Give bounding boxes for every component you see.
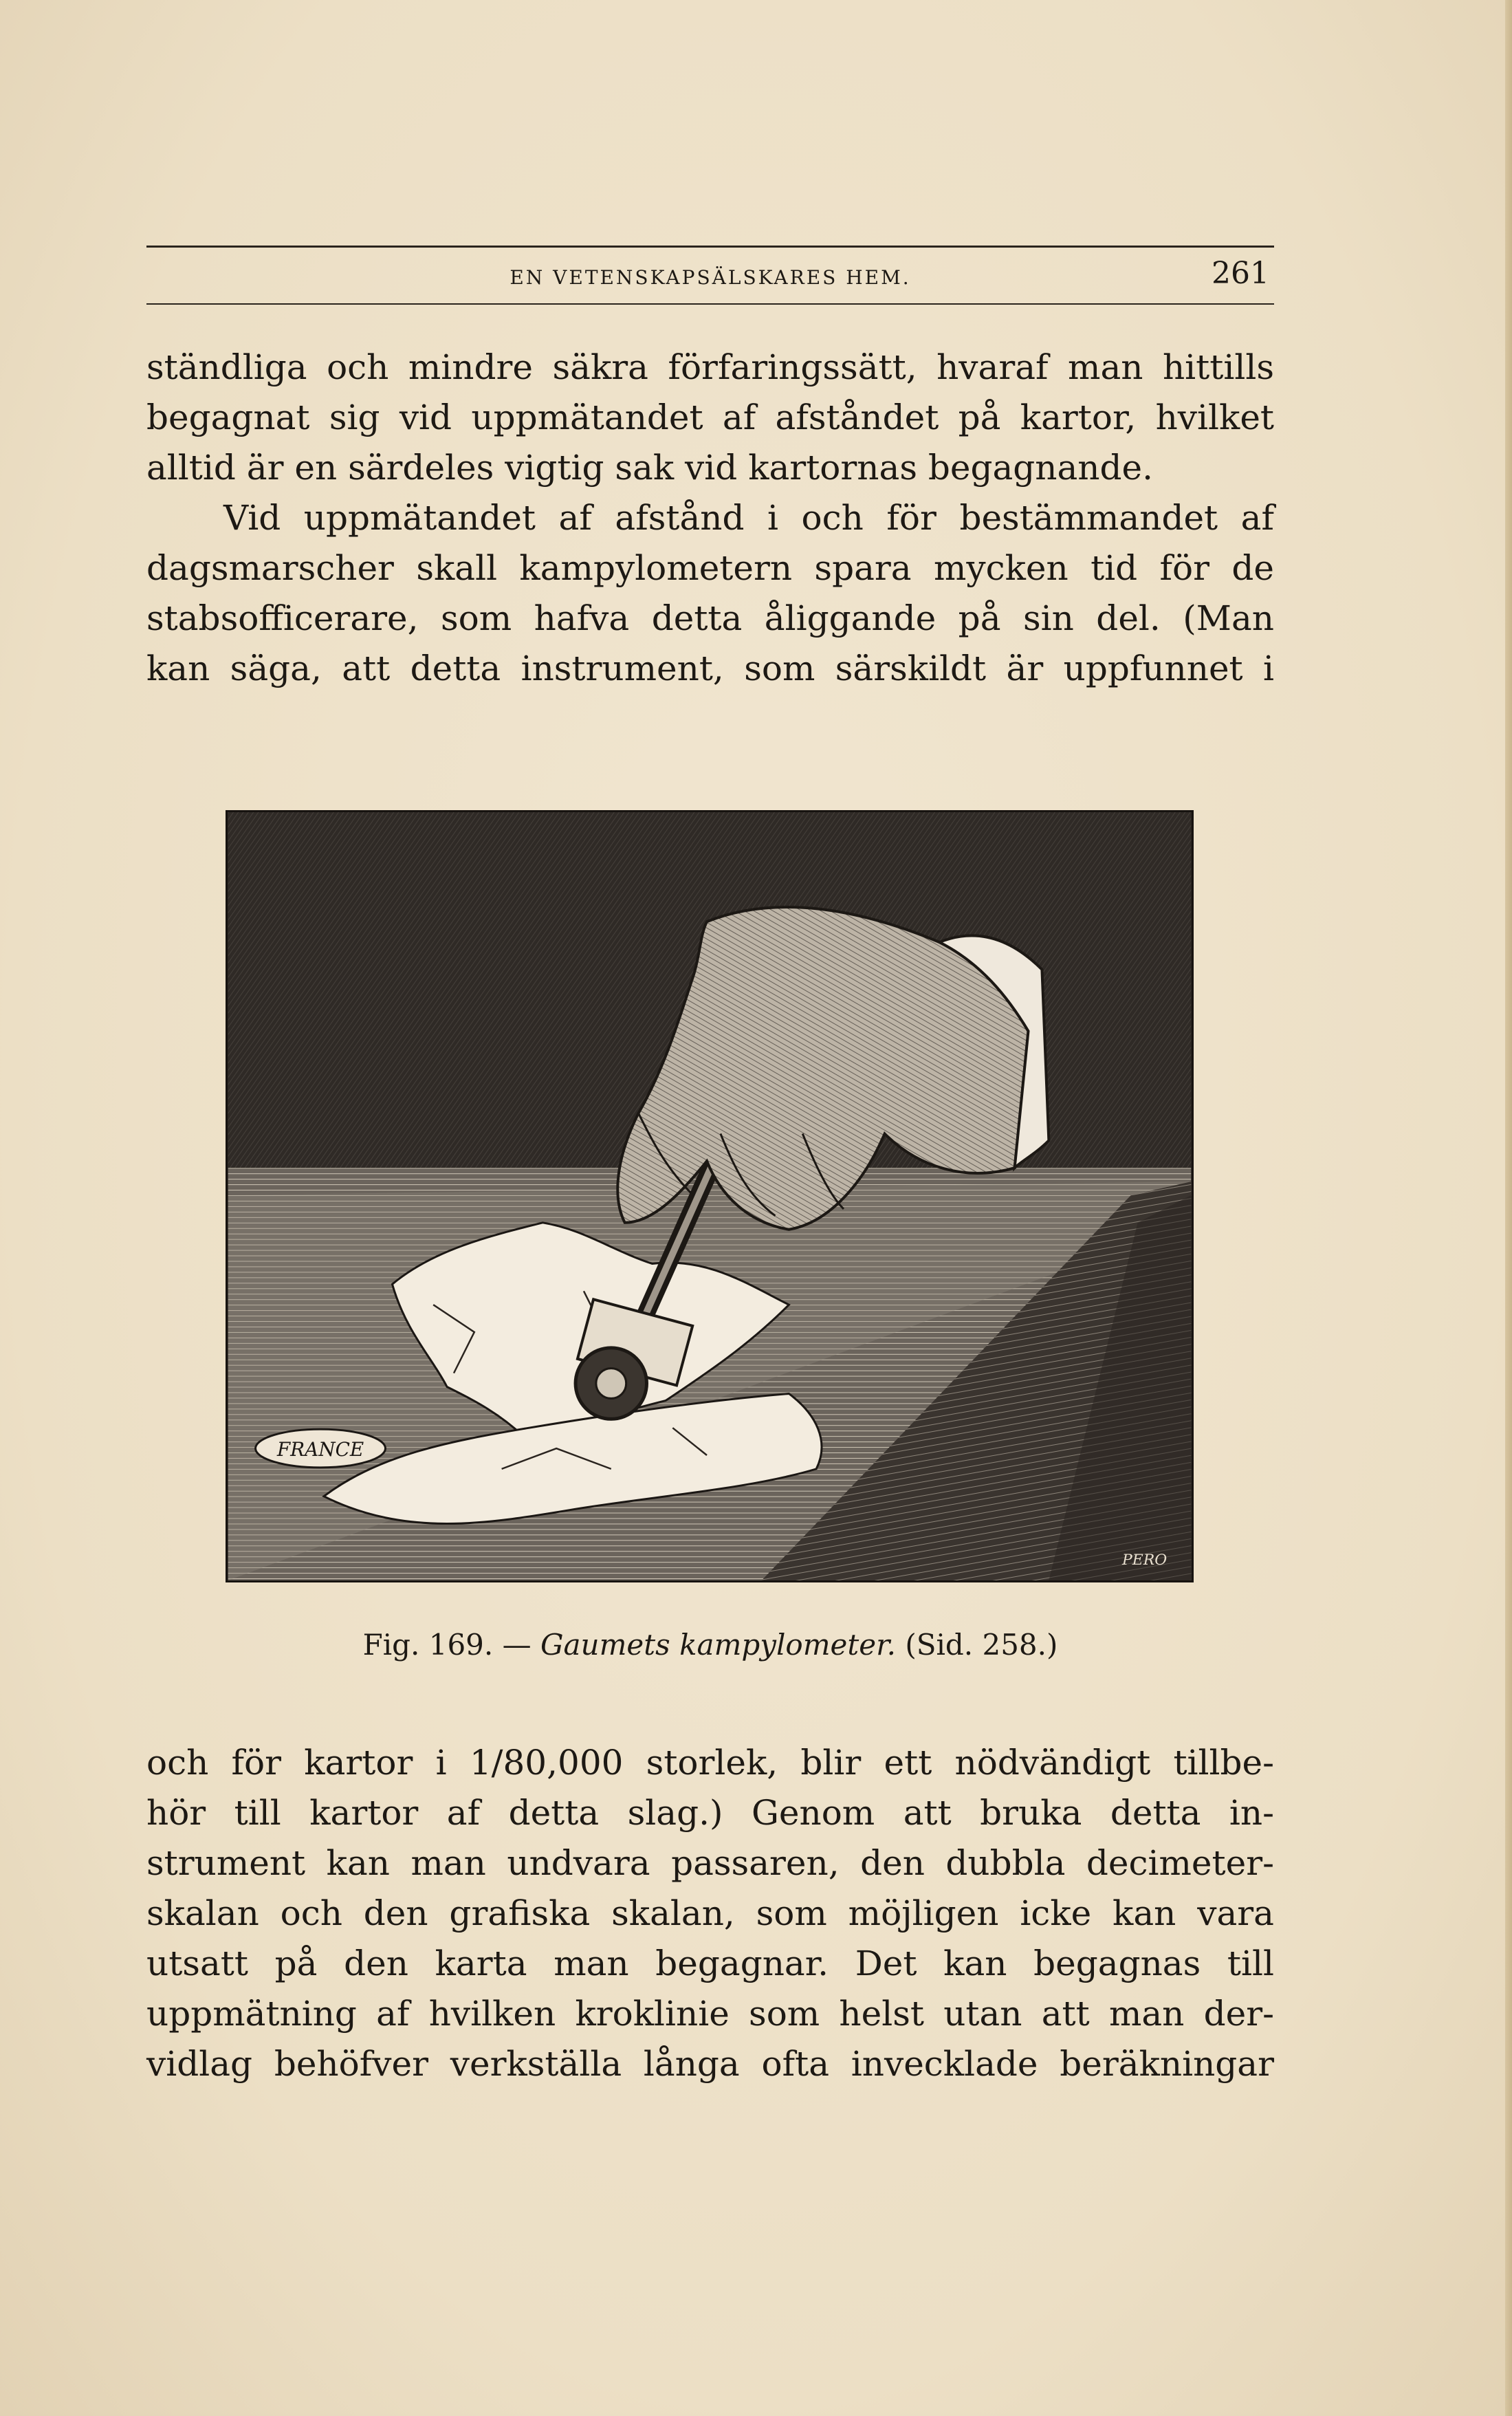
text-line: Vid uppmätandet af afstånd i och för bestämmandet af [223, 498, 1274, 538]
body-text-bottom [146, 1738, 1274, 2089]
caption-reference: (Sid. 258.) [905, 1628, 1058, 1662]
map-label: FRANCE [276, 1437, 364, 1461]
text-line: strument kan man undvara passaren, den dubbla decimeter- [146, 1843, 1274, 1883]
text-line: stabsofficerare, som hafva detta åliggande på sin del. (Man [146, 598, 1274, 638]
text-line: alltid är en särdeles vigtig sak vid kartornas begagnande. [146, 448, 1153, 488]
figure-engraving [226, 810, 1194, 1582]
page-edge [1505, 0, 1512, 2416]
running-head: EN VETENSKAPSÄLSKARES HEM. [510, 266, 911, 289]
text-line: dagsmarscher skall kampylometern spara mycken tid för de [146, 548, 1274, 588]
caption-fig-number: Fig. 169. — [362, 1628, 532, 1662]
text-line: och för kartor i 1/80,000 storlek, blir ett nödvändigt tillbe- [146, 1743, 1274, 1783]
page-number: 261 [1212, 256, 1269, 291]
text-line: utsatt på den karta man begagnar. Det kan begagnas till [146, 1944, 1274, 1983]
engraver-signature: PERO [1122, 1552, 1168, 1569]
text-line: ständliga och mindre säkra förfaringssätt, hvaraf man hittills [146, 347, 1274, 387]
body-text-top [146, 342, 1274, 694]
instrument-wheel-hub [596, 1369, 626, 1399]
caption-title: Gaumets kampylometer. [540, 1628, 896, 1662]
text-line: hör till kartor af detta slag.) Genom att bruka detta in- [146, 1793, 1274, 1833]
header-rule-top [146, 246, 1274, 248]
text-line: vidlag behöfver verkställa långa ofta invecklade beräkningar [146, 2044, 1274, 2084]
text-line: uppmätning af hvilken kroklinie som helst utan att man der- [146, 1994, 1274, 2034]
text-line: kan säga, att detta instrument, som särskildt är uppfunnet i [146, 649, 1274, 688]
text-line: begagnat sig vid uppmätandet af afståndet på kartor, hvilket [146, 398, 1274, 437]
header-rule-bottom [146, 303, 1274, 305]
figure-caption [146, 1624, 1274, 1666]
engraving-illustration [228, 812, 1192, 1580]
text-line: skalan och den grafiska skalan, som möjligen icke kan vara [146, 1893, 1274, 1933]
